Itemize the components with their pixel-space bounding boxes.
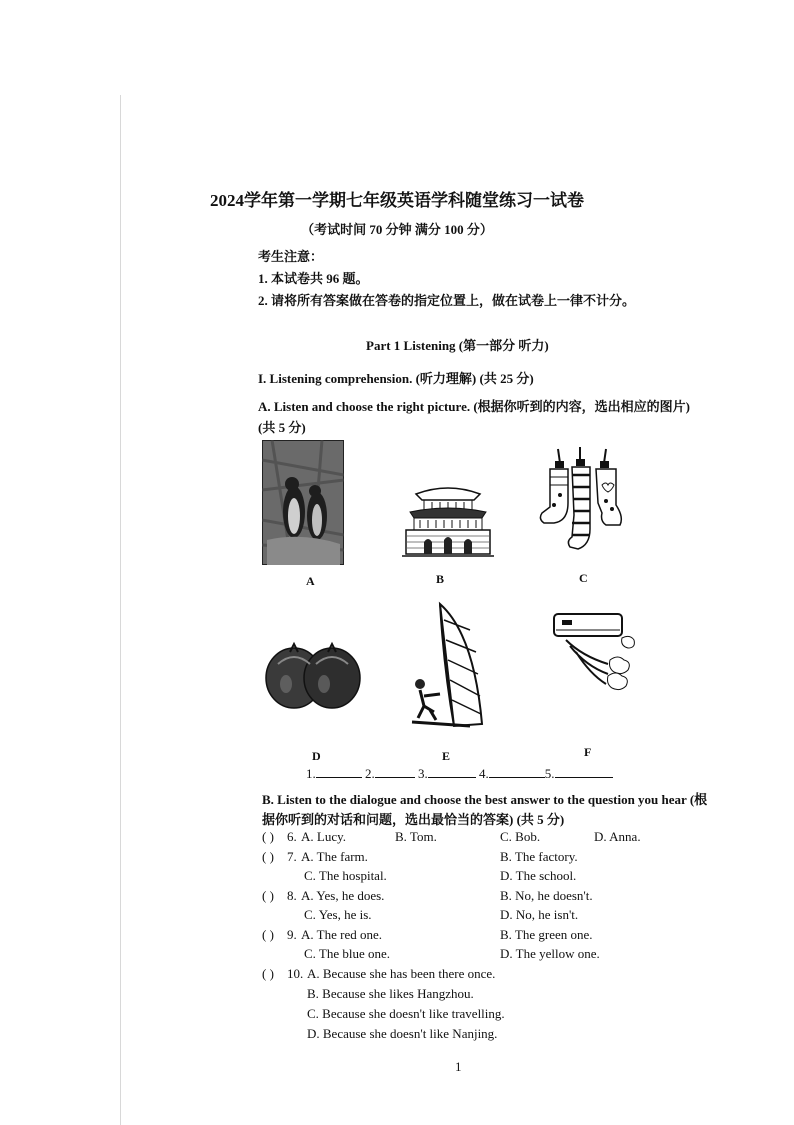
answer-bracket-10[interactable]: ( ) — [262, 966, 274, 981]
answer-blank-1[interactable] — [316, 766, 362, 778]
page-edge-line — [120, 95, 121, 1125]
answer-label-3: 3. — [418, 766, 428, 781]
notice-heading: 考生注意： — [258, 249, 324, 264]
q9-option-a: A. The red one. — [301, 927, 382, 942]
air-conditioner-icon — [552, 612, 638, 698]
tomatoes-icon — [264, 640, 362, 712]
answer-bracket-6[interactable]: ( ) — [262, 829, 274, 844]
q7-option-b: B. The factory. — [500, 849, 578, 864]
q8-option-d: D. No, he isn't. — [500, 907, 579, 922]
q7-option-c: C. The hospital. — [304, 868, 387, 883]
q10-option-b: B. Because she likes Hangzhou. — [307, 986, 474, 1001]
notice-item-2: 2. 请将所有答案做在答卷的指定位置上，做在试卷上一律不计分。 — [258, 293, 636, 308]
question-number-8: 8. — [287, 888, 297, 903]
q7-option-a: A. The farm. — [301, 849, 368, 864]
answer-blank-4[interactable] — [489, 766, 545, 778]
page-title: 2024学年第一学期七年级英语学科随堂练习一试卷 — [210, 191, 584, 210]
notice-item-1: 1. 本试卷共 96 题。 — [258, 271, 369, 286]
answer-label-5: 5. — [544, 766, 555, 781]
q6-option-c: C. Bob. — [500, 829, 541, 844]
windsurfer-icon — [410, 600, 492, 730]
q10-option-d: D. Because she doesn't like Nanjing. — [307, 1026, 498, 1041]
answer-label-2: 2. — [365, 766, 375, 781]
answer-label-1: 1. — [306, 766, 316, 781]
q8-option-b: B. No, he doesn't. — [500, 888, 593, 903]
answer-blank-2[interactable] — [375, 766, 415, 778]
picture-label-a: A — [306, 574, 315, 588]
palace-gate-icon — [402, 482, 494, 558]
page-number: 1 — [455, 1059, 462, 1074]
q9-option-c: C. The blue one. — [304, 946, 391, 961]
page-subtitle: （考试时间 70 分钟 满分 100 分） — [301, 222, 493, 237]
picture-label-c: C — [579, 571, 588, 585]
picture-label-d: D — [312, 749, 321, 763]
q10-option-c: C. Because she doesn't like travelling. — [307, 1006, 505, 1021]
q6-option-a: A. Lucy. — [301, 829, 347, 844]
section-a-heading-line2: (共 5 分) — [258, 420, 306, 435]
question-number-7: 7. — [287, 849, 297, 864]
picture-label-b: B — [436, 572, 445, 586]
answer-bracket-8[interactable]: ( ) — [262, 888, 274, 903]
q8-option-c: C. Yes, he is. — [304, 907, 372, 922]
q7-option-d: D. The school. — [500, 868, 577, 883]
part1-title: Part 1 Listening (第一部分 听力) — [366, 338, 549, 353]
question-number-6: 6. — [287, 829, 297, 844]
q6-option-b: B. Tom. — [395, 829, 437, 844]
hanging-socks-icon — [536, 445, 636, 555]
q6-option-d: D. Anna. — [594, 829, 641, 844]
question-number-10: 10. — [287, 966, 304, 981]
answer-bracket-7[interactable]: ( ) — [262, 849, 274, 864]
q9-option-b: B. The green one. — [500, 927, 593, 942]
penguins-photo — [262, 440, 344, 565]
answer-blanks-row — [306, 766, 613, 782]
answer-label-4: 4. — [479, 766, 489, 781]
answer-blank-3[interactable] — [428, 766, 476, 778]
q10-option-a: A. Because she has been there once. — [307, 966, 496, 981]
picture-label-e: E — [442, 749, 451, 763]
answer-blank-5[interactable] — [555, 766, 613, 778]
q8-option-a: A. Yes, he does. — [301, 888, 385, 903]
picture-label-f: F — [584, 745, 592, 759]
section-b-heading-line2: 据你听到的对话和问题，选出最恰当的答案) (共 5 分) — [262, 812, 565, 827]
section-i-heading: I. Listening comprehension. (听力理解) (共 25 分) — [258, 371, 534, 386]
section-b-heading-line1: B. Listen to the dialogue and choose the best answer to the question you hear (根 — [262, 792, 708, 807]
answer-bracket-9[interactable]: ( ) — [262, 927, 274, 942]
question-number-9: 9. — [287, 927, 297, 942]
q9-option-d: D. The yellow one. — [500, 946, 600, 961]
section-a-heading-line1: A. Listen and choose the right picture. (根据你听到的内容，选出相应的图片) — [258, 399, 691, 414]
